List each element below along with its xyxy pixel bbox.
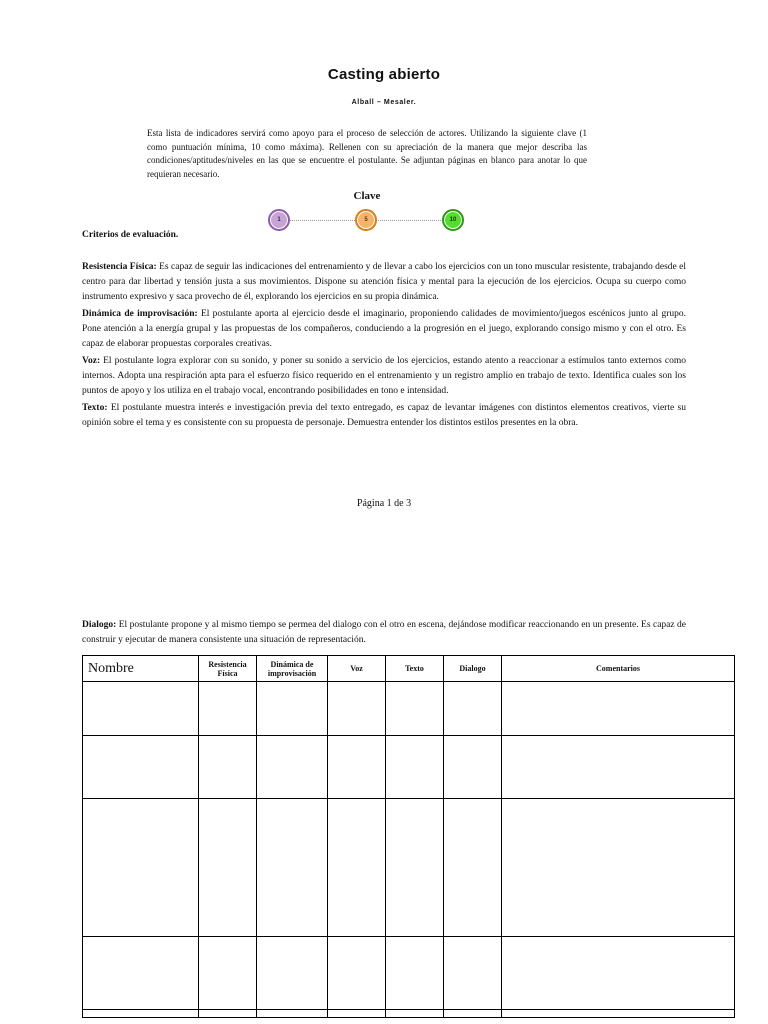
criterion-text: El postulante propone y al mismo tiempo se permea del dialogo con el otro en escena, dejándose modificar reaccionando en un presente. Es capaz de construir y ejecutar de manera consistente una situación de representación. xyxy=(82,619,686,645)
table-row xyxy=(83,799,735,937)
cell-dialogo[interactable] xyxy=(444,799,502,937)
table-row xyxy=(83,682,735,736)
header-dialogo: Dialogo xyxy=(444,656,502,682)
cell-dinamica[interactable] xyxy=(257,937,328,1010)
criterion-label: Dinámica de improvisación: xyxy=(82,309,198,319)
criterion-voz xyxy=(82,354,686,399)
cell-nombre[interactable] xyxy=(83,736,199,799)
header-voz: Voz xyxy=(328,656,386,682)
criteria-heading: Criterios de evaluación. xyxy=(82,230,179,240)
cell-comentarios[interactable] xyxy=(502,799,735,937)
cell-dinamica[interactable] xyxy=(257,799,328,937)
document-authors: Alball – Mesaler. xyxy=(351,99,417,106)
cell-dialogo[interactable] xyxy=(444,937,502,1010)
cell-texto[interactable] xyxy=(386,1010,444,1018)
cell-comentarios[interactable] xyxy=(502,682,735,736)
criterion-text: El postulante muestra interés e investigación previa del texto entregado, es capaz de levantar imágenes con distintos elementos creativos, vierte su opinión sobre el tema y es consistente con su propuesta de personaje. Demuestra entender los distintos estilos presentes en la obra. xyxy=(82,403,686,428)
cell-dinamica[interactable] xyxy=(257,682,328,736)
scale-level-5: 5 xyxy=(355,209,377,231)
cell-nombre[interactable] xyxy=(83,682,199,736)
cell-resistencia[interactable] xyxy=(199,937,257,1010)
criterion-dialogo xyxy=(82,618,686,648)
cell-voz[interactable] xyxy=(328,799,386,937)
cell-comentarios[interactable] xyxy=(502,1010,735,1018)
cell-voz[interactable] xyxy=(328,937,386,1010)
table-row xyxy=(83,1010,735,1018)
criterion-resistencia xyxy=(82,260,686,305)
header-line: Dinámica de xyxy=(270,659,314,669)
table-row xyxy=(83,937,735,1010)
cell-dialogo[interactable] xyxy=(444,1010,502,1018)
clave-title: Clave xyxy=(353,190,381,202)
criterion-label: Dialogo: xyxy=(82,619,117,630)
header-comentarios: Comentarios xyxy=(502,656,735,682)
cell-dinamica[interactable] xyxy=(257,736,328,799)
criterion-text: Es capaz de seguir las indicaciones del entrenamiento y de llevar a cabo los ejercicios con un tono muscular resistente, trabajando desde el centro para dar libertad y tensión justa a sus movimientos. Dispone su atención física y mental para la ejecución de los ejercicios. Ocupa su cuerpo como instrumento expresivo y saca provecho de él, explorando los ejercicios en su propia dinámica. xyxy=(82,262,686,302)
table-row xyxy=(83,736,735,799)
page-number: Página 1 de 3 xyxy=(356,498,412,509)
cell-texto[interactable] xyxy=(386,937,444,1010)
cell-nombre[interactable] xyxy=(83,937,199,1010)
cell-texto[interactable] xyxy=(386,736,444,799)
document-title: Casting abierto xyxy=(327,66,441,83)
criterion-label: Resistencia Física: xyxy=(82,262,157,272)
cell-voz[interactable] xyxy=(328,1010,386,1018)
cell-resistencia[interactable] xyxy=(199,1010,257,1018)
criterion-text: El postulante aporta al ejercicio desde el imaginario, proponiendo calidades de movimiento/juegos escénicos junto al grupo. Pone atención a la energía grupal y las propuestas de los compañeros, conduciendo a la progresión en el juego, explorando consigo mismo y con el otro. Es capaz de elaborar propuestas corporales creativas. xyxy=(82,309,687,349)
cell-dinamica[interactable] xyxy=(257,1010,328,1018)
cell-nombre[interactable] xyxy=(83,1010,199,1018)
header-texto: Texto xyxy=(386,656,444,682)
header-line: Física xyxy=(217,668,238,678)
cell-texto[interactable] xyxy=(386,799,444,937)
criterion-dinamica xyxy=(82,307,686,352)
header-nombre: Nombre xyxy=(83,656,199,682)
evaluation-table xyxy=(82,655,735,1018)
cell-texto[interactable] xyxy=(386,682,444,736)
header-line: improvisación xyxy=(267,668,317,678)
cell-comentarios[interactable] xyxy=(502,736,735,799)
header-dinamica xyxy=(257,656,328,682)
cell-dialogo[interactable] xyxy=(444,682,502,736)
header-resistencia xyxy=(199,656,257,682)
table-header-row xyxy=(83,656,735,682)
cell-voz[interactable] xyxy=(328,736,386,799)
clave-scale xyxy=(266,208,468,234)
scale-level-1: 1 xyxy=(268,209,290,231)
criterion-label: Voz: xyxy=(82,356,101,366)
criterion-texto xyxy=(82,401,686,431)
criterion-label: Texto: xyxy=(82,403,108,413)
criteria-list xyxy=(82,260,686,433)
cell-comentarios[interactable] xyxy=(502,937,735,1010)
cell-voz[interactable] xyxy=(328,682,386,736)
cell-resistencia[interactable] xyxy=(199,799,257,937)
cell-nombre[interactable] xyxy=(83,799,199,937)
header-line: Resistencia xyxy=(208,659,247,669)
cell-resistencia[interactable] xyxy=(199,736,257,799)
cell-resistencia[interactable] xyxy=(199,682,257,736)
intro-paragraph: Esta lista de indicadores servirá como apoyo para el proceso de selección de actores. Utilizando la siguiente clave (1 como puntuación mínima, 10 como máxima). Rellenen con su apreciación de la manera que mejor describa las condiciones/aptitudes/niveles en las que se encuentre el postulante. Se adjuntan páginas en blanco para anotar lo que requieran necesario. xyxy=(147,128,587,179)
criterion-text: El postulante logra explorar con su sonido, y poner su sonido a servicio de los ejercicios, estando atento a reaccionar a estímulos tanto externos como internos. Adopta una respiración apta para el esfuerzo físico requerido en el entrenamiento y un registro amplio en trabajo de texto. Identifica cuales son los puntos de apoyo y los utiliza en el trabajo vocal, encontrando posibilidades en tono e intensidad. xyxy=(82,356,686,396)
cell-dialogo[interactable] xyxy=(444,736,502,799)
scale-level-10: 10 xyxy=(442,209,464,231)
